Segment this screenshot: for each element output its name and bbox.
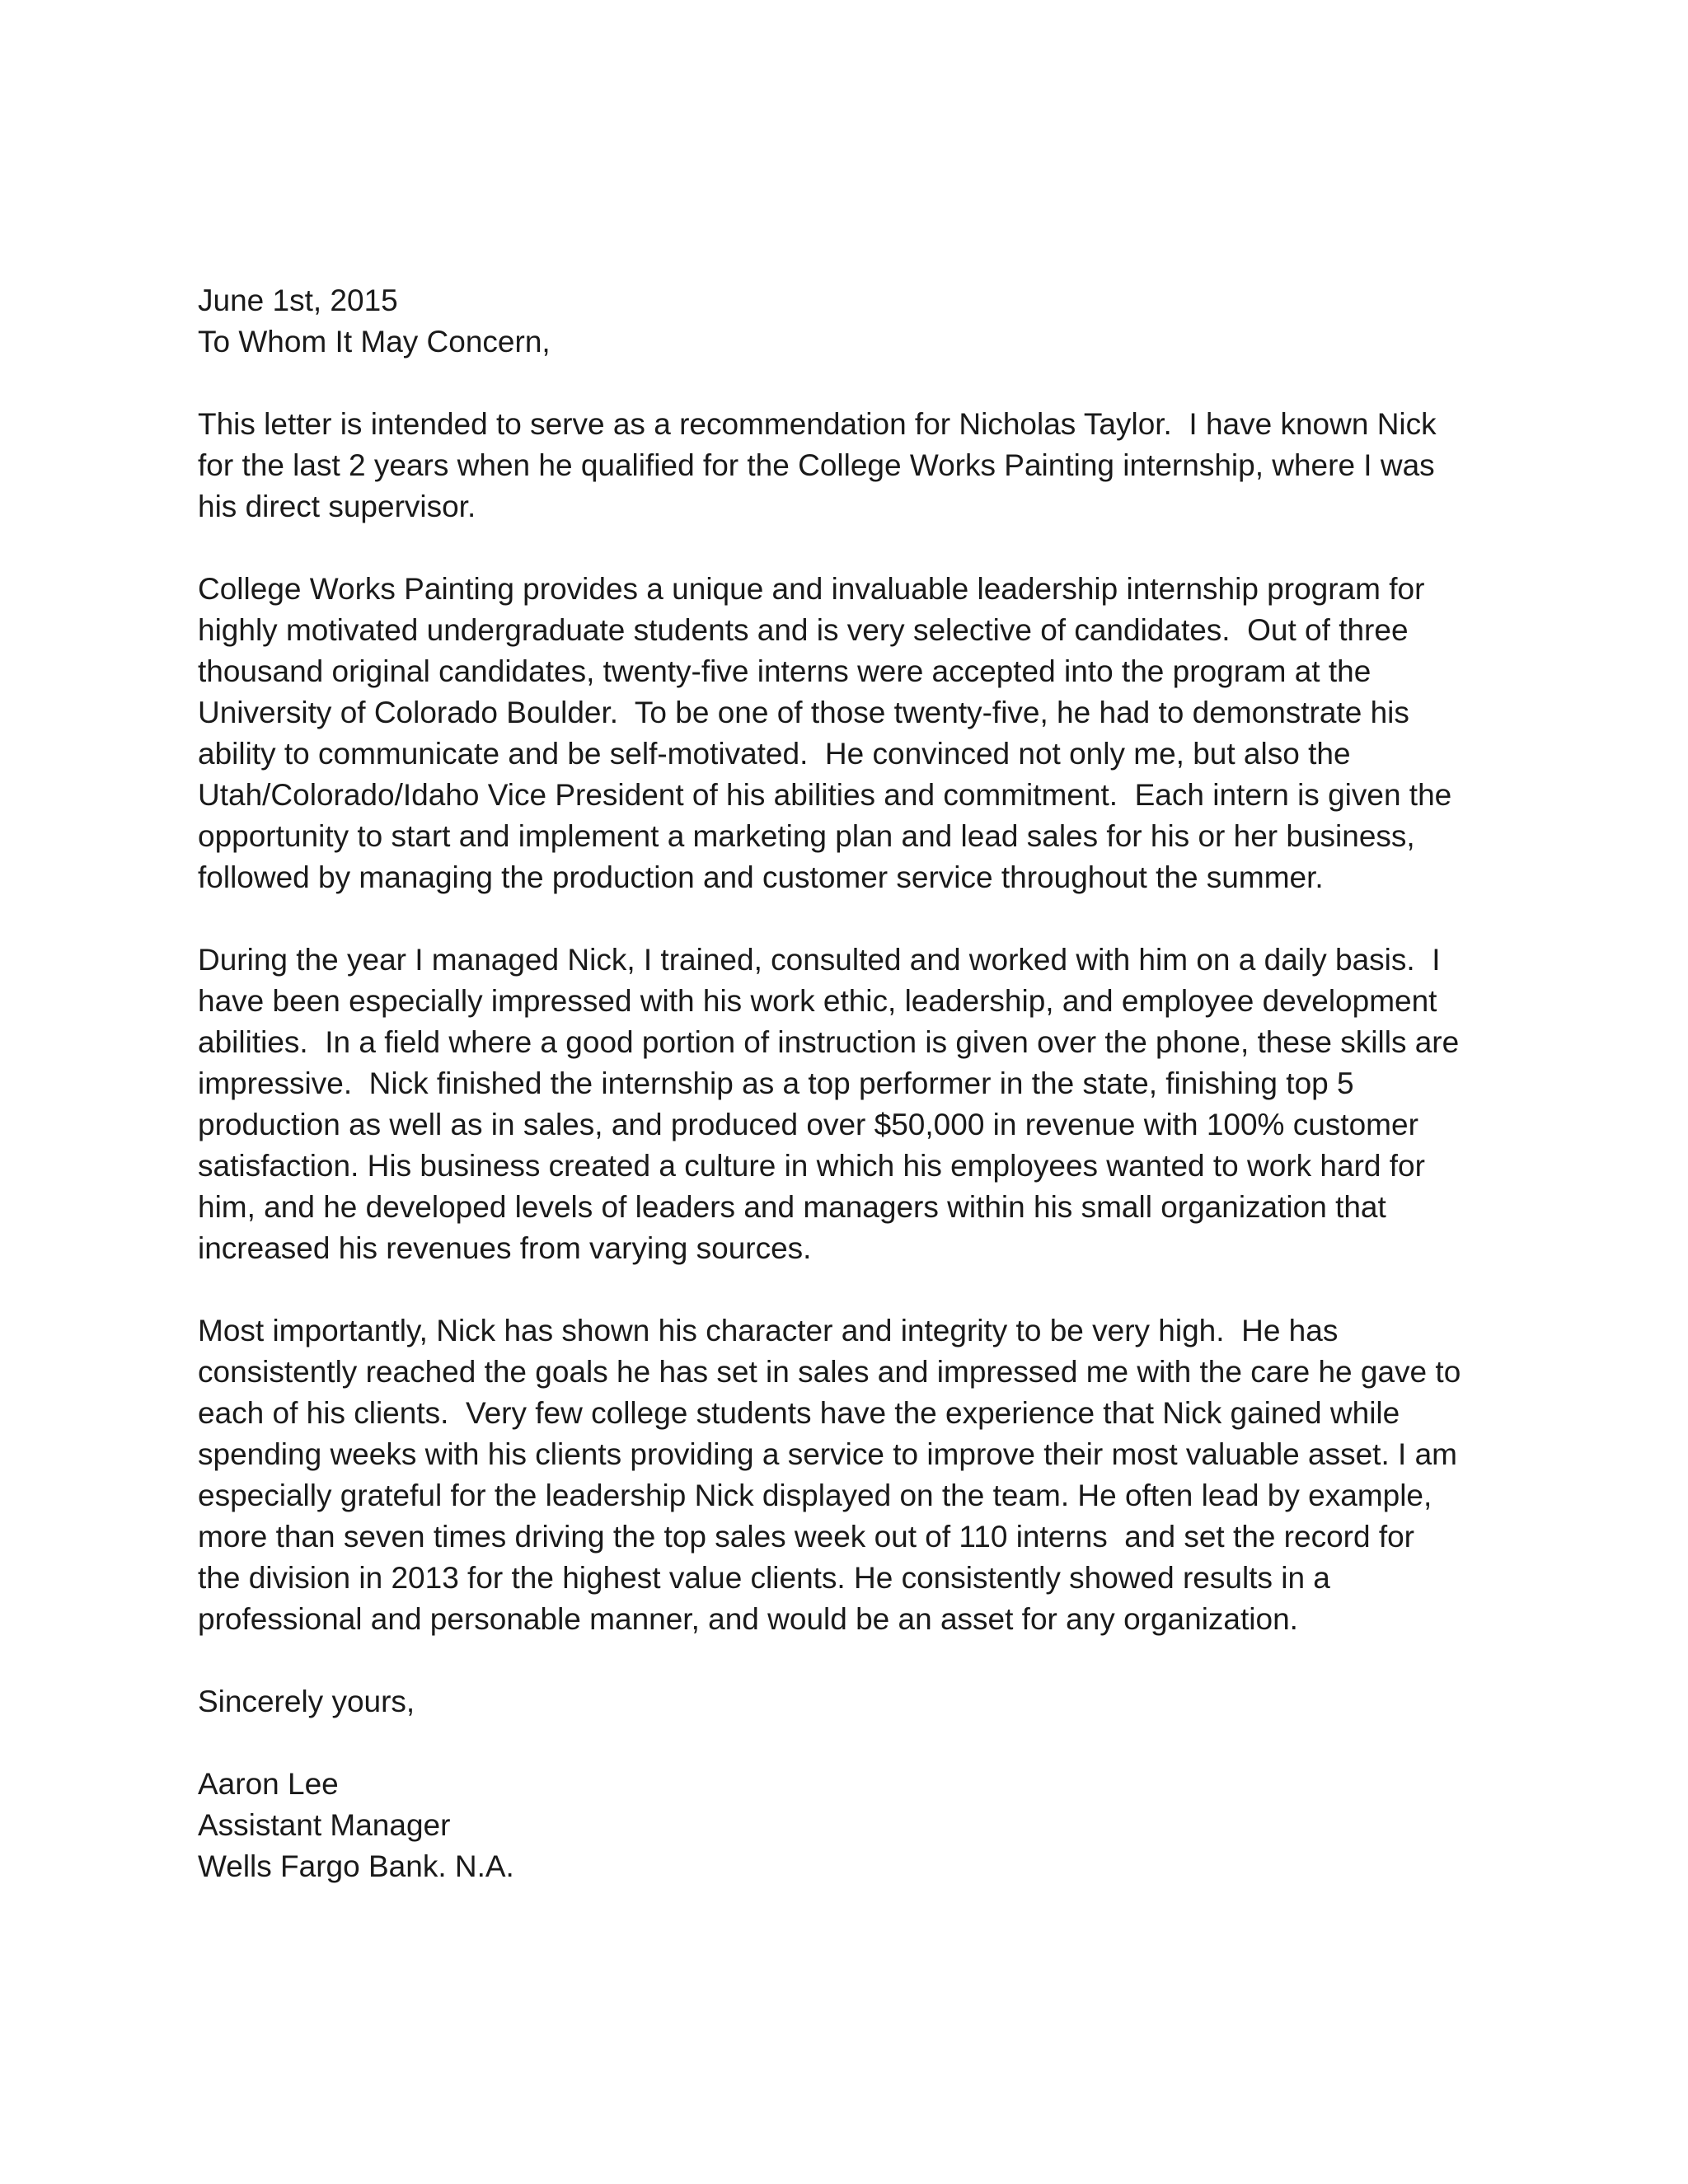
text-line: followed by managing the production and customer service throughout the summer. (198, 860, 1324, 894)
text-line: him, and he developed levels of leaders and managers within his small organization that (198, 1190, 1386, 1224)
text-line: spending weeks with his clients providing a service to improve their most valuable asset. I am (198, 1437, 1457, 1471)
paragraph-program (198, 569, 1508, 898)
signer-organization: Wells Fargo Bank. N.A. (198, 1849, 514, 1883)
text-line: During the year I managed Nick, I trained, consulted and worked with him on a daily basis. I (198, 943, 1441, 977)
letter-body (198, 280, 1508, 1887)
text-line: professional and personable manner, and would be an asset for any organization. (198, 1602, 1298, 1636)
paragraph-performance (198, 940, 1508, 1269)
text-line: more than seven times driving the top sales week out of 110 interns and set the record for (198, 1520, 1415, 1554)
text-line: impressive. Nick finished the internship as a top performer in the state, finishing top 5 (198, 1066, 1354, 1100)
text-line: Utah/Colorado/Idaho Vice President of his abilities and commitment. Each intern is given the (198, 778, 1452, 812)
text-line: increased his revenues from varying sources. (198, 1231, 812, 1265)
text-line: the division in 2013 for the highest value clients. He consistently showed results in a (198, 1561, 1330, 1595)
paragraph-spacer (198, 1269, 1508, 1310)
signer-name: Aaron Lee (198, 1767, 339, 1801)
letter-date: June 1st, 2015 (198, 284, 398, 317)
text-line: This letter is intended to serve as a recommendation for Nicholas Taylor. I have known Nick (198, 407, 1437, 441)
text-line: satisfaction. His business created a culture in which his employees wanted to work hard for (198, 1149, 1425, 1183)
paragraph-spacer (198, 363, 1508, 404)
letter-closing: Sincerely yours, (198, 1685, 415, 1718)
text-line: ability to communicate and be self-motivated. He convinced not only me, but also the (198, 737, 1351, 771)
text-line: thousand original candidates, twenty-five interns were accepted into the program at the (198, 654, 1372, 688)
text-line: College Works Painting provides a unique and invaluable leadership internship program for (198, 572, 1425, 606)
paragraph-spacer (198, 898, 1508, 940)
text-line: especially grateful for the leadership Nick displayed on the team. He often lead by example, (198, 1479, 1432, 1512)
text-line: consistently reached the goals he has set in sales and impressed me with the care he gave to (198, 1355, 1461, 1389)
text-line: opportunity to start and implement a marketing plan and lead sales for his or her business, (198, 819, 1415, 853)
text-line: production as well as in sales, and produced over $50,000 in revenue with 100% customer (198, 1108, 1418, 1141)
text-line: his direct supervisor. (198, 490, 476, 523)
text-line: Most importantly, Nick has shown his character and integrity to be very high. He has (198, 1314, 1339, 1347)
letter-salutation: To Whom It May Concern, (198, 325, 551, 359)
text-line: have been especially impressed with his work ethic, leadership, and employee development (198, 984, 1437, 1018)
signer-title: Assistant Manager (198, 1808, 451, 1842)
text-line: for the last 2 years when he qualified for the College Works Painting internship, where I was (198, 448, 1435, 482)
paragraph-spacer (198, 1640, 1508, 1681)
paragraph-spacer (198, 527, 1508, 569)
paragraph-spacer (198, 1722, 1508, 1764)
paragraph-intro (198, 404, 1508, 527)
text-line: each of his clients. Very few college students have the experience that Nick gained while (198, 1396, 1400, 1430)
text-line: abilities. In a field where a good portion of instruction is given over the phone, these skills are (198, 1025, 1460, 1059)
text-line: University of Colorado Boulder. To be one of those twenty-five, he had to demonstrate his (198, 696, 1409, 729)
paragraph-character (198, 1310, 1508, 1640)
text-line: highly motivated undergraduate students and is very selective of candidates. Out of three (198, 613, 1409, 647)
signature-block (198, 1764, 1508, 1887)
